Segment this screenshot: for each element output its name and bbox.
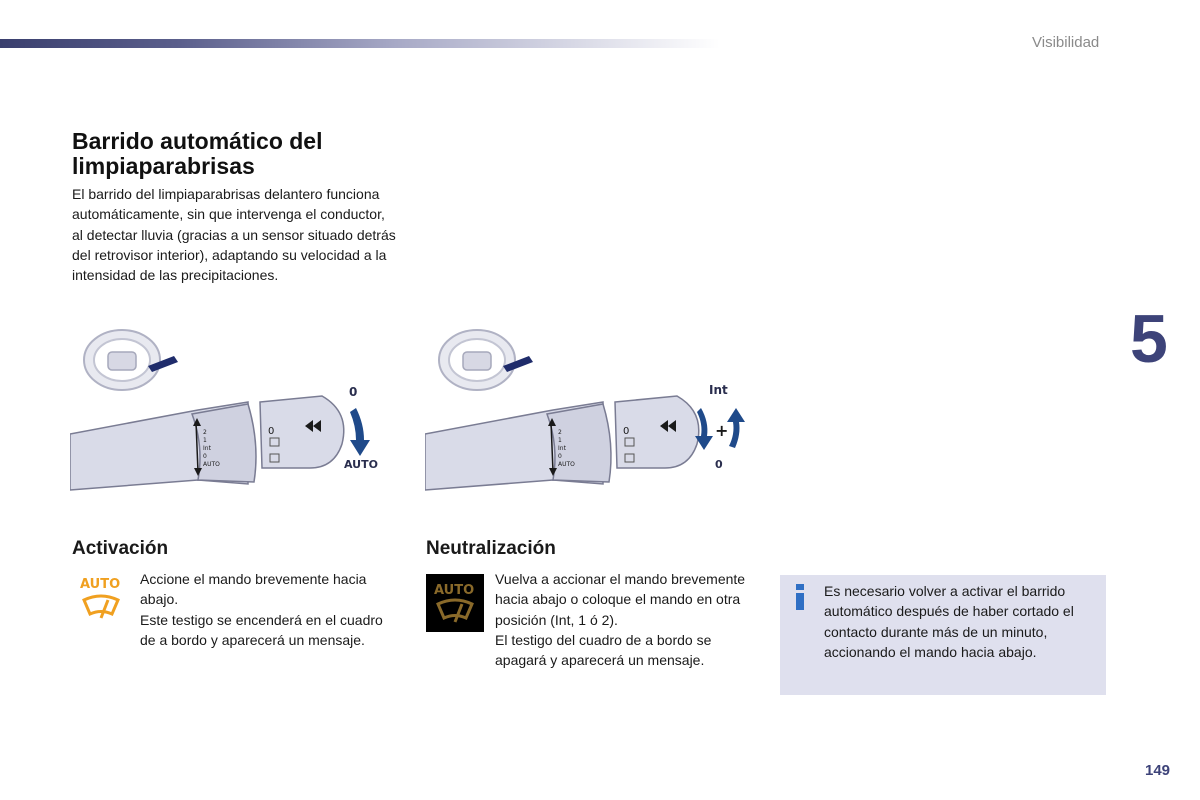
scale-label: Int bbox=[203, 445, 211, 452]
activation-heading: Activación bbox=[72, 538, 169, 559]
info-icon bbox=[793, 584, 807, 610]
info-text: Es necesario volver a activar el barrido automático después de haber cortado el contacto durante más de un minuto, accionando el mando hacia abajo. bbox=[824, 583, 1074, 660]
position-label-top: 0 bbox=[349, 385, 358, 399]
auto-wiper-off-icon bbox=[426, 574, 484, 632]
activation-paragraph: Accione el mando brevemente hacia abajo. Este testigo se encenderá en el cuadro de a bordo y aparecerá un mensaje. bbox=[140, 571, 383, 648]
svg-text:0: 0 bbox=[268, 426, 275, 437]
stalk-ring bbox=[192, 404, 256, 482]
scale-label: AUTO bbox=[558, 461, 575, 468]
page-title: Barrido automático del limpiaparabrisas bbox=[72, 128, 323, 179]
scale-label: 1 bbox=[203, 437, 207, 444]
scale-label: AUTO bbox=[203, 461, 220, 468]
svg-text:AUTO: AUTO bbox=[80, 577, 121, 592]
scale-label: 0 bbox=[558, 453, 562, 460]
activation-text bbox=[140, 569, 398, 650]
arrow-up-icon bbox=[727, 408, 745, 448]
page-number: 149 bbox=[1145, 762, 1171, 779]
wiper-stalk-neutralization-illustration bbox=[425, 322, 765, 497]
scale-label: 1 bbox=[558, 437, 562, 444]
steering-wheel-icon bbox=[439, 330, 533, 390]
position-label-bottom: AUTO bbox=[344, 458, 378, 471]
neutralization-text bbox=[495, 569, 757, 670]
svg-text:0: 0 bbox=[623, 426, 630, 437]
svg-text:AUTO: AUTO bbox=[434, 583, 475, 598]
scale-label: 2 bbox=[203, 429, 207, 436]
auto-wiper-warning-icon bbox=[78, 574, 124, 630]
scale-label: 2 bbox=[558, 429, 562, 436]
position-label-bottom: 0 bbox=[715, 458, 723, 471]
scale-label: 0 bbox=[203, 453, 207, 460]
wiper-stalk-activation-illustration bbox=[70, 322, 410, 497]
scale-label: Int bbox=[558, 445, 566, 452]
svg-text:+: + bbox=[715, 421, 729, 440]
stalk-ring bbox=[547, 404, 611, 482]
info-note-box bbox=[780, 575, 1106, 695]
section-title: Visibilidad bbox=[1032, 34, 1100, 51]
header-gradient-bar bbox=[0, 39, 720, 48]
steering-wheel-icon bbox=[84, 330, 178, 390]
chapter-number: 5 bbox=[1130, 301, 1168, 377]
intro-paragraph: El barrido del limpiaparabrisas delantero funciona automáticamente, sin que intervenga el conductor, al detectar lluvia (gracias a un sensor situado detrás del retrovisor interior), adaptando su velocidad a la intensidad de las precipitaciones. bbox=[72, 186, 396, 284]
arrow-down-icon bbox=[350, 408, 370, 456]
position-label-top: Int bbox=[709, 383, 728, 397]
neutralization-paragraph: Vuelva a accionar el mando brevemente hacia abajo o coloque el mando en otra posición (Int, 1 ó 2). El testigo del cuadro de a bordo se apagará y aparecerá un mensaje. bbox=[495, 571, 746, 669]
neutralization-heading: Neutralización bbox=[426, 538, 556, 559]
